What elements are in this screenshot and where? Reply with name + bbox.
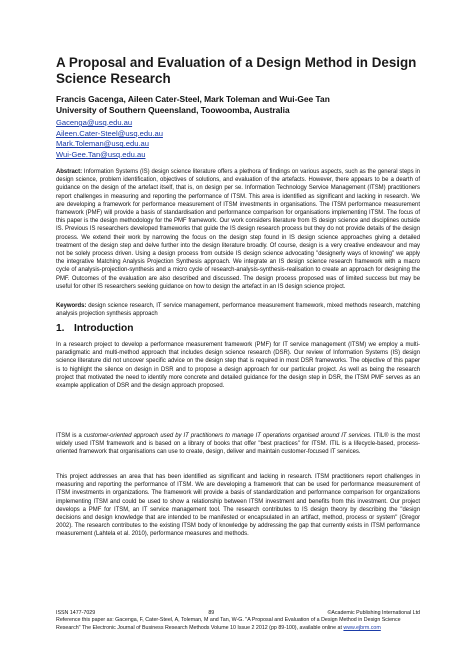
intro-paragraph-1: In a research project to develop a performance measurement framework (PMF) for IT service management (ITSM) we employ a multi-paradigmatic and multi-method approach that includes design science research (DSR). Our review of Information Systems (IS) design science literature did not uncover specific advice on the design step that is required in most DSR frameworks. The objective of this paper is to highlight the silence on design in DSR and to propose a design approach for our particular project. As well as being the research project that motivated the need to identify more concrete and detailed guidance for the design step in DSR, the ITSM PMF serves as an example application of DSR and the design approach proposed.	[56, 342, 420, 390]
footer-url-link[interactable]: www.ejbrm.com	[343, 624, 381, 631]
email-link[interactable]: Aileen.Cater-Steel@usq.edu.au	[56, 128, 163, 138]
email-list	[56, 118, 163, 160]
intro-paragraph-3: This project addresses an area that has been identified as significant and lacking in research. ITSM practitioners report challenges in measuring and reporting the performance of ITSM. We are developing a framework that can be used for performance measurement of ITSM investments in organizations. The framework will provide a basis of standardization and performance comparison for organizations implementing ITSM and could be used to show a relationship between ITSM investment and benefits from this investment. Our project develops a PMF for ITSM, an IT service management tool. The research contributes to IS design theory by describing the "design decisions and design knowledge that are intended to be manifested or encapsulated in an artifact, method, process or system" (Gregor 2002). The research contributes to the existing ITSM body of knowledge by addressing the gap that currently exists in ITSM performance measurement (Lahtela et al. 2010), performance measures and methods.	[56, 474, 420, 538]
keywords	[56, 302, 420, 318]
footer-publisher: ©Academic Publishing International Ltd	[327, 610, 420, 616]
email-item	[56, 118, 163, 129]
footer-issn: ISSN 1477-7029	[56, 610, 96, 616]
abstract	[56, 168, 420, 291]
para2-emphasis: customer-oriented approach used by IT practitioners to manage IT operations organised around IT services.	[83, 433, 372, 439]
abstract-label: Abstract:	[56, 169, 83, 175]
footer-row	[56, 610, 420, 617]
email-item	[56, 129, 163, 140]
footer-reference-text: Reference this paper as: Gacenga, F, Cater-Steel, A, Toleman, M and Tan, W-G. "A Proposal and Evaluation of a Design Method in Design Science Research" The Electronic Journal of Business Research Methods Volume 10 Issue 2 2012 (pp 89-100), available online at	[56, 617, 401, 631]
footer-page-number: 89	[208, 610, 215, 616]
abstract-text: Information Systems (IS) design science literature offers a plethora of findings on various aspects, such as the general steps in design science, problem identification, objectives of solutions, and evaluation of the artefacts. However, there appears to be a dearth of guidance on the design of the artefact itself, that is, on design per se. Information Technology Service Management (ITSM) practitioners report challenges in measuring and reporting the performance of ITSM. This area is identified as significant and lacking in research. We are developing a framework for performance measurement of ITSM investments in organisations. The ITSM performance measurement framework (PMF) will provide a basis of standardisation and performance comparison for organisations implementing ITSM. The focus of this paper is the design methodology for the PMF framework. Our work considers literature from IS design science and disciplines outside IS. Previous IS researchers developed frameworks that guide the IS design research process but they do not provide details of the design process. We extend their work by narrowing the focus on the design step found in IS design science approaches giving a detailed treatment of the design step and delve further into the design literature broadly. Of course, design is a very creative endeavour and may not be solely process driven. Using a design process from outside IS design science advocating "designerly ways of knowing" we apply the integrative Matching Analysis Projection Synthesis approach. We integrate an IS design science research framework with a macro cycle of analysis-projection-synthesis and a micro cycle of research-analysis-synthesis-realisation to create an approach for designing the PMF. Outcomes of the evaluation are also described and discussed. The design process proposed was of limited success but may be useful for other IS researchers seeking guidance on how to design the artefact in an IS design science project.	[56, 169, 420, 290]
page-footer	[56, 610, 420, 632]
author-affiliation: University of Southern Queensland, Toowoomba, Australia	[56, 105, 290, 115]
email-item	[56, 139, 163, 150]
author-names: Francis Gacenga, Aileen Cater-Steel, Mark Toleman and Wui-Gee Tan	[56, 94, 330, 104]
author-block	[56, 94, 426, 116]
email-link[interactable]: Wui-Gee.Tan@usq.edu.au	[56, 149, 146, 159]
para2-lead: ITSM is a	[56, 433, 82, 439]
keywords-label: Keywords:	[56, 303, 87, 309]
section-heading	[56, 323, 133, 335]
intro-paragraph-2	[56, 432, 420, 457]
paper-title: A Proposal and Evaluation of a Design Method in Design Science Research	[56, 55, 417, 86]
keywords-text: design science research, IT service management, performance measurement framework, mixed methods research, matching analysis projection synthesis approach	[56, 303, 420, 318]
section-number: 1.	[56, 323, 65, 334]
email-item	[56, 150, 163, 161]
para2-rest: ITIL® is the most widely used ITSM framework and is based on a library of books that offer "best practices" for ITSM. ITIL is a lifecycle-based, process-oriented framework that organisations can use to create, design, deliver and maintain customer-focused IT services.	[56, 433, 420, 456]
email-link[interactable]: Mark.Toleman@usq.edu.au	[56, 139, 149, 149]
section-title: Introduction	[74, 323, 134, 334]
email-link[interactable]: Gacenga@usq.edu.au	[56, 118, 133, 127]
footer-reference	[56, 617, 420, 632]
